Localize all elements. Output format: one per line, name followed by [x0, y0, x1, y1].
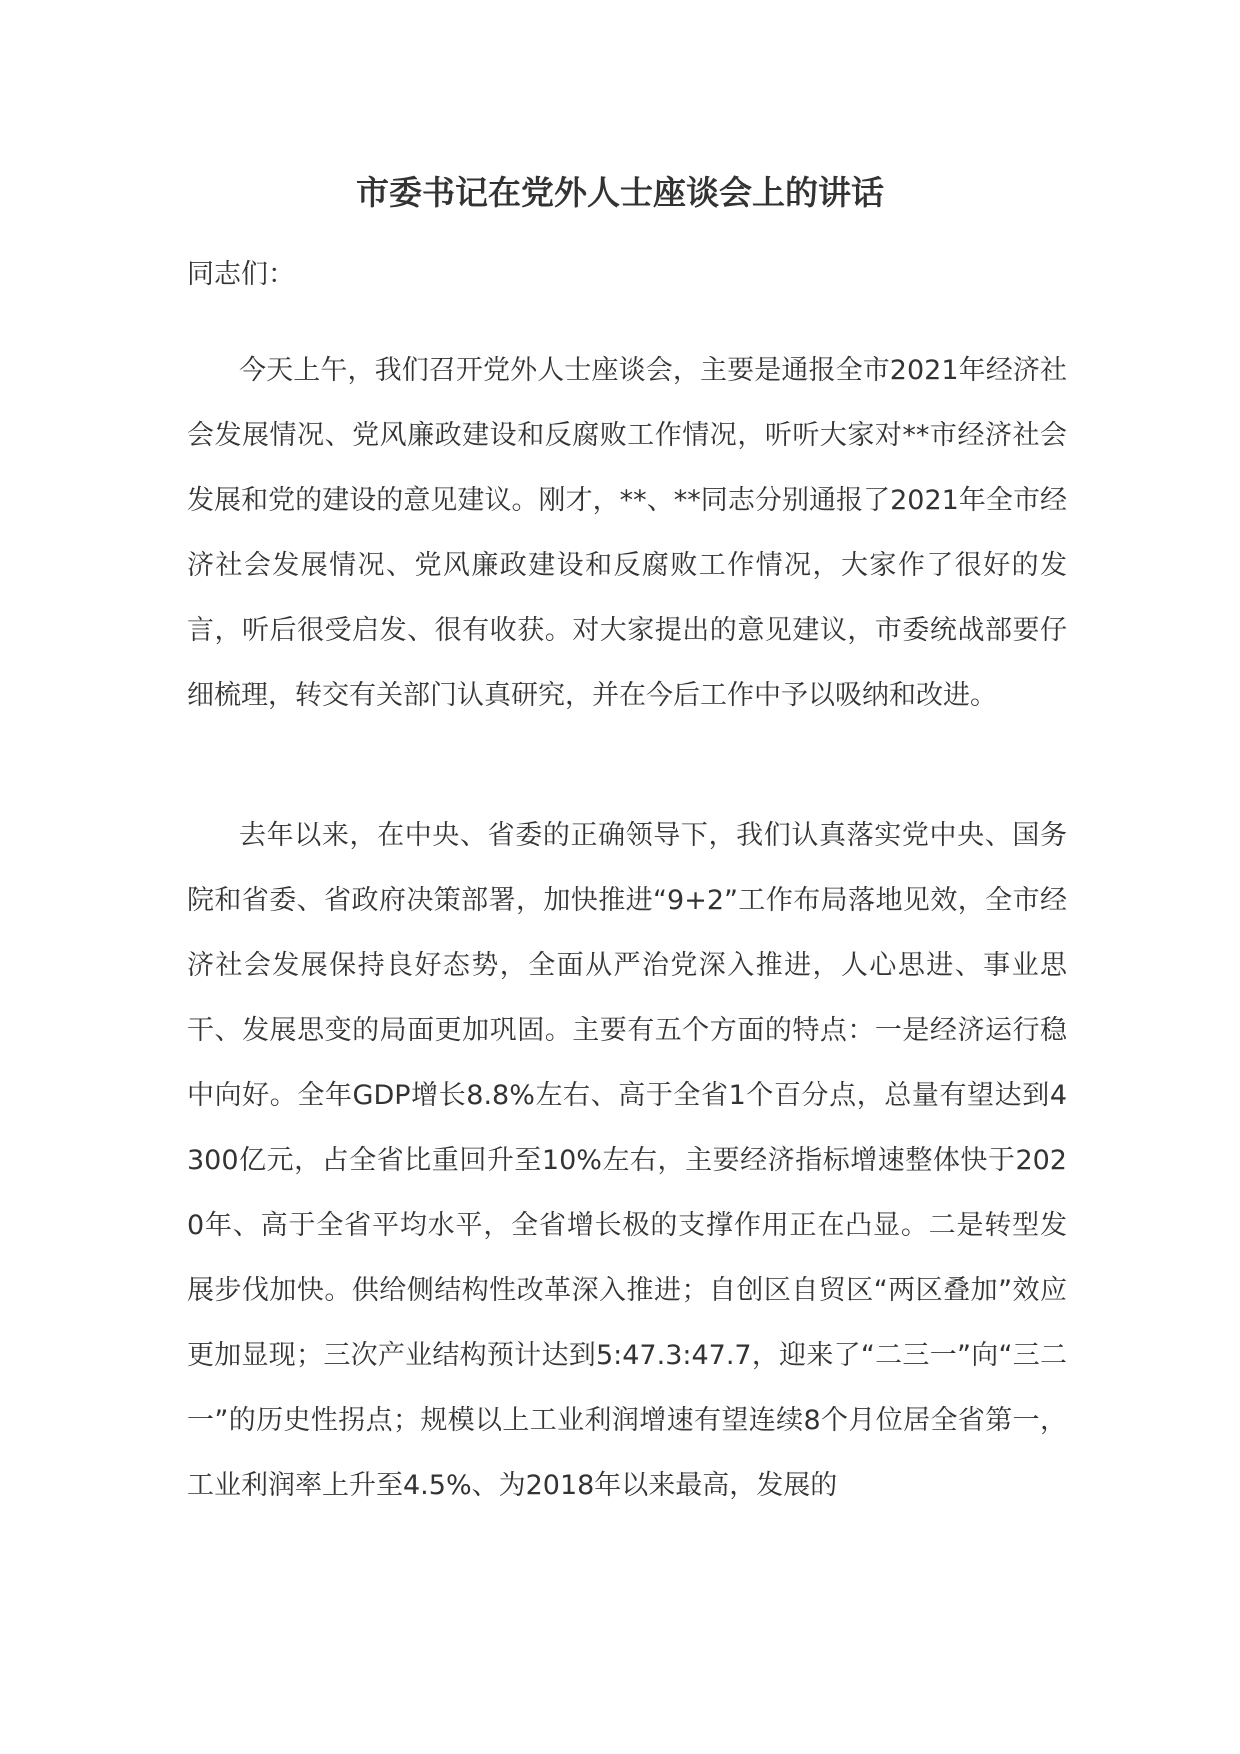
paragraph-2: 去年以来，在中央、省委的正确领导下，我们认真落实党中央、国务院和省委、省政府决策部署，加快推进“9+2”工作布局落地见效，全市经济社会发展保持良好态势，全面从严治党深入推进，人心思进、事业思干、发展思变的局面更加巩固。主要有五个方面的特点：一是经济运行稳中向好。全年GDP增长8.8%左右、高于全省1个百分点，总量有望达到4300亿元，占全省比重回升至10%左右，主要经济指标增速整体快于2020年、高于全省平均水平，全省增长极的支撑作用正在凸显。二是转型发展步伐加快。供给侧结构性改革深入推进；自创区自贸区“两区叠加”效应更加显现；三次产业结构预计达到5:47.3:47.7，迎来了“二三一”向“三二一”的历史性拐点；规模以上工业利润增速有望连续8个月位居全省第一，工业利润率上升至4.5%、为2018年以来最高，发展的 [187, 820, 1067, 1501]
document-title: 市委书记在党外人士座谈会上的讲话 [356, 173, 884, 212]
salutation: 同志们： [187, 259, 295, 290]
paragraph-1: 今天上午，我们召开党外人士座谈会，主要是通报全市2021年经济社会发展情况、党风廉政建设和反腐败工作情况，听听大家对**市经济社会发展和党的建设的意见建议。刚才，**、**同志分别通报了2021年全市经济社会发展情况、党风廉政建设和反腐败工作情况，大家作了很好的发言，听后很受启发、很有收获。对大家提出的意见建议，市委统战部要仔细梳理，转交有关部门认真研究，并在今后工作中予以吸纳和改进。 [187, 355, 1067, 711]
